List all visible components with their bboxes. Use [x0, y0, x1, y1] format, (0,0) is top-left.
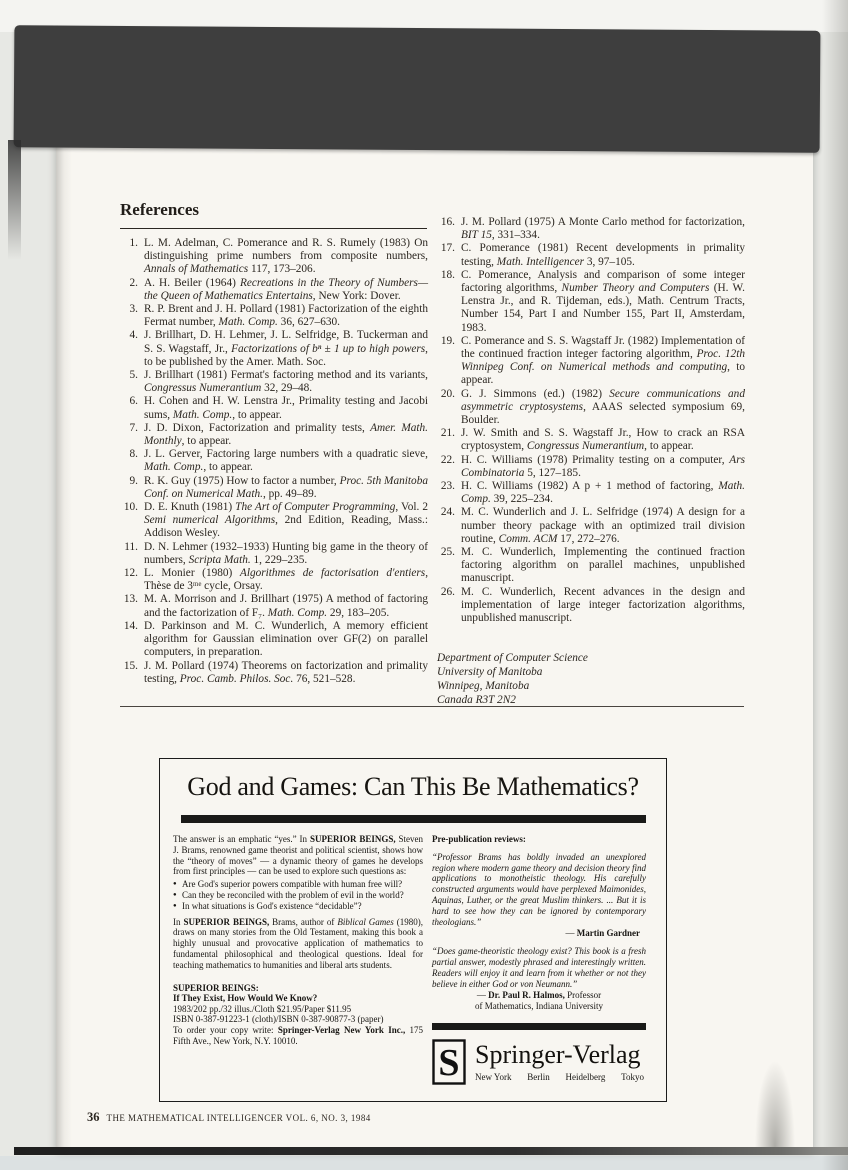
- reference-item: [120, 395, 428, 421]
- ad-order-info: To order your copy write: Springer-Verlag New York Inc., 175 Fifth Ave., New York, N.Y. 10010.: [173, 1024, 424, 1046]
- references-list-right: [437, 216, 745, 625]
- publisher-cities: [475, 1072, 644, 1083]
- ad-right-column: [432, 834, 646, 1085]
- references-column-right: [437, 216, 745, 707]
- reference-item: [437, 480, 745, 506]
- reference-number: 6.: [129, 395, 138, 408]
- section-divider-rule: [120, 706, 744, 707]
- reference-number: 18.: [440, 268, 455, 281]
- reference-text: R. K. Guy (1975) How to factor a number, Proc. 5th Manitoba Conf. on Numerical Math., pp. 49–89.: [144, 474, 428, 500]
- reference-text: M. C. Wunderlich and J. L. Selfridge (1974) A design for a number theory package with an optimized trail division routine, Comm. ACM 17, 272–276.: [461, 506, 745, 545]
- references-rule: [120, 228, 427, 229]
- address-line: Winnipeg, Manitoba: [437, 679, 530, 692]
- ad-intro-paragraph: The answer is an emphatic “yes.” In SUPERIOR BEINGS, Steven J. Brams, renowned game theorist and political scientist, shows how the “theory of moves” — a dynamic theory of games he develops from first principles — can be used to explore such questions as:: [173, 834, 423, 877]
- reference-number: 16.: [440, 216, 455, 228]
- reference-number: 8.: [129, 448, 138, 461]
- reference-text: C. Pomerance, Analysis and comparison of some integer factoring algorithms, Number Theory and Computers (H. W. Lenstra Jr., and R. Tijdeman, eds.), Math. Centrum Tracts, Number 154, Part I and Number 155, Part II, Amsterdam, 1983.: [461, 268, 745, 334]
- book-info-line1: 1983/202 pp./32 illus./Cloth $21.95/Paper $11.95: [173, 1003, 352, 1014]
- journal-page: [56, 142, 813, 1152]
- reference-item: [437, 506, 745, 546]
- reference-item: [120, 567, 428, 593]
- ad-second-paragraph: In SUPERIOR BEINGS, Brams, author of Biblical Games (1980), draws on many stories from the Old Testament, making this book a highly unusual and provocative application of mathematics to fundamental philosophical and theological questions. Ideal for teaching mathematics to humanities and liberal arts students.: [173, 916, 424, 970]
- reference-number: 20.: [440, 387, 455, 400]
- references-column-left: [120, 237, 428, 686]
- review-attribution-1: — Martin Gardner: [565, 928, 640, 939]
- ad-question-item: ● In what situations is God's existence “decidable”?: [173, 901, 423, 912]
- ad-columns: [160, 823, 666, 1085]
- publisher-city: Heidelberg: [565, 1072, 606, 1083]
- book-subtitle: If They Exist, How Would We Know?: [173, 993, 318, 1004]
- references-list-left: [120, 237, 428, 686]
- reference-number: 17.: [440, 242, 455, 255]
- reference-item: [120, 620, 428, 660]
- ad-book-details: [173, 983, 423, 1025]
- reference-number: 1.: [129, 237, 138, 249]
- review-quote-1: “Professor Brams has boldly invaded an unexplored region where modern game theory and decision theory find applications to monotheistic theology. His carefully constructed arguments would have perplexed Maimonides, Aquinas, Luther, or the great Muslim thinkers. ... But it is hard to see how they can be ignored by contemporary theologians.”: [432, 851, 646, 927]
- reference-text: J. Brillhart, D. H. Lehmer, J. L. Selfridge, B. Tuckerman and S. S. Wagstaff, Jr., Factorizations of bⁿ ± 1 up to high powers, to be published by the Amer. Math. Soc.: [144, 329, 428, 368]
- page-number: 36: [87, 1110, 100, 1124]
- publisher-name-block: [475, 1039, 644, 1083]
- ad-top-bar: [181, 815, 646, 823]
- review-attribution-2: — Dr. Paul R. Halmos, Professor of Mathematics, Indiana University: [475, 990, 603, 1012]
- reference-text: M. C. Wunderlich, Implementing the continued fraction factoring algorithm on parallel machines, unpublished manuscript.: [461, 546, 745, 585]
- book-info-line2: ISBN 0-387-91223-1 (cloth)/ISBN 0-387-90877-3 (paper): [173, 1014, 384, 1025]
- reference-item: [120, 369, 428, 395]
- reference-text: C. Pomerance (1981) Recent developments in primality testing, Math. Intelligencer 3, 97–105.: [461, 242, 745, 268]
- reference-number: 14.: [123, 619, 138, 632]
- reference-text: L. M. Adelman, C. Pomerance and R. S. Rumely (1983) On distinguishing prime numbers from composite numbers, Annals of Mathematics 117, 173–206.: [144, 237, 428, 276]
- address-line: Department of Computer Science: [437, 652, 588, 665]
- reference-item: [120, 237, 428, 277]
- page-footer: [87, 1108, 371, 1126]
- reference-text: J. M. Pollard (1975) A Monte Carlo method for factorization, BIT 15, 331–334.: [461, 216, 745, 242]
- references-heading: References: [120, 200, 199, 219]
- reviews-heading: Pre-publication reviews:: [432, 834, 526, 844]
- reference-text: L. Monier (1980) Algorithmes de factorisation d'entiers, Thèse de 3ᵐᵉ cycle, Orsay.: [144, 567, 429, 593]
- reference-text: D. Parkinson and M. C. Wunderlich, A memory efficient algorithm for Gaussian elimination over GF(2) on parallel computers, in preparation.: [144, 619, 428, 659]
- ad-publisher-bar: [432, 1023, 646, 1030]
- reference-number: 11.: [124, 540, 138, 553]
- reference-text: M. A. Morrison and J. Brillhart (1975) A method of factoring and the factorization of F₇. Math. Comp. 29, 183–205.: [144, 593, 428, 619]
- reference-number: 19.: [440, 334, 455, 347]
- reference-number: 3.: [129, 303, 138, 316]
- reference-number: 15.: [123, 659, 138, 672]
- ad-title: God and Games: Can This Be Mathematics?: [187, 772, 639, 801]
- reference-item: [437, 427, 745, 453]
- review-quote-2: “Does game-theoristic theology exist? This book is a fresh partial answer, modestly phrased and interestingly written. Readers will enjoy it and learn from it whether or not they believe in either God or von Neumann.”: [432, 946, 646, 989]
- reference-number: 25.: [440, 546, 455, 559]
- scanner-shadow-left-edge: [8, 140, 21, 260]
- reference-text: J. D. Dixon, Factorization and primality tests, Amer. Math. Monthly, to appear.: [144, 421, 428, 448]
- reference-item: [120, 660, 428, 686]
- springer-logo-icon: [432, 1039, 466, 1085]
- reference-item: [120, 475, 428, 501]
- reference-text: A. H. Beiler (1964) Recreations in the Theory of Numbers—the Queen of Mathematics Entertains, New York: Dover.: [144, 276, 428, 302]
- publisher-city: Berlin: [527, 1072, 550, 1083]
- reference-item: [120, 501, 428, 541]
- reference-number: 4.: [129, 329, 138, 342]
- reference-item: [437, 216, 745, 242]
- reference-number: 7.: [129, 421, 138, 434]
- reference-item: [437, 454, 745, 480]
- reference-number: 26.: [440, 585, 455, 598]
- journal-volume-line: THE MATHEMATICAL INTELLIGENCER VOL. 6, NO. 3, 1984: [106, 1113, 371, 1123]
- ad-question-item: ● Are God's superior powers compatible with human free will?: [173, 879, 423, 890]
- book-title: SUPERIOR BEINGS:: [173, 982, 259, 993]
- scan-background-right: [822, 0, 848, 1170]
- reference-text: D. N. Lehmer (1932–1933) Hunting big game in the theory of numbers, Scripta Math. 1, 229–235.: [144, 540, 428, 566]
- reference-text: J. Brillhart (1981) Fermat's factoring method and its variants, Congressus Numerantium 32, 29–48.: [144, 369, 428, 395]
- reference-item: [120, 541, 428, 567]
- reference-item: [437, 335, 745, 388]
- address-line: University of Manitoba: [437, 666, 543, 679]
- reference-item: [120, 448, 428, 474]
- reference-number: 24.: [440, 506, 455, 519]
- reference-number: 12.: [123, 567, 138, 580]
- reference-number: 23.: [440, 480, 455, 493]
- reference-text: G. J. Simmons (ed.) (1982) Secure communications and asymmetric cryptosystems, AAAS selected symposium 69, Boulder.: [461, 387, 746, 427]
- advertisement-box: [159, 758, 667, 1102]
- svg-text:S: S: [438, 1042, 460, 1085]
- reference-item: [437, 586, 745, 626]
- publisher-city: Tokyo: [621, 1072, 644, 1083]
- reference-item: [120, 277, 428, 303]
- scan-smudge: [749, 992, 801, 1154]
- publisher-city: New York: [475, 1072, 512, 1083]
- reference-text: H. C. Williams (1978) Primality testing on a computer, Ars Combinatoria 5, 127–185.: [461, 453, 745, 479]
- reference-text: C. Pomerance and S. S. Wagstaff Jr. (1982) Implementation of the continued fraction integer factoring algorithm, Proc. 12th Winnipeg Conf. on Numerical methods and computing, to appear.: [461, 334, 746, 387]
- reference-item: [120, 593, 428, 619]
- reference-item: [437, 388, 745, 428]
- scan-bottom-edge-line: [14, 1147, 848, 1155]
- reference-item: [120, 303, 428, 329]
- author-address: [437, 652, 745, 707]
- reference-number: 22.: [440, 453, 455, 466]
- reference-text: H. C. Williams (1982) A p + 1 method of factoring, Math. Comp. 39, 225–234.: [461, 480, 745, 506]
- reference-number: 5.: [129, 369, 138, 382]
- ad-left-column: [173, 834, 423, 1085]
- reference-item: [437, 269, 745, 335]
- scanner-shadow-band: [14, 25, 821, 153]
- reference-text: M. C. Wunderlich, Recent advances in the design and implementation of large integer factorization algorithms, unpublished manuscript.: [461, 585, 745, 625]
- ad-question-item: ● Can they be reconciled with the problem of evil in the world?: [173, 890, 423, 901]
- scan-background-bottom: [0, 1156, 848, 1170]
- publisher-name: Springer-Verlag: [475, 1040, 641, 1070]
- reference-item: [437, 242, 745, 268]
- reference-text: D. E. Knuth (1981) The Art of Computer Programming, Vol. 2 Semi numerical Algorithms, 2nd Edition, Reading, Mass.: Addison Wesley.: [144, 501, 428, 540]
- reference-item: [120, 422, 428, 448]
- reference-number: 2.: [129, 276, 138, 289]
- ad-question-list: [173, 879, 423, 911]
- reference-number: 21.: [440, 427, 455, 440]
- reference-text: J. W. Smith and S. S. Wagstaff Jr., How to crack an RSA cryptosystem, Congressus Numerantium, to appear.: [461, 427, 745, 453]
- reference-text: R. P. Brent and J. H. Pollard (1981) Factorization of the eighth Fermat number, Math. Comp. 36, 627–630.: [144, 303, 428, 329]
- reference-text: J. M. Pollard (1974) Theorems on factorization and primality testing, Proc. Camb. Philos. Soc. 76, 521–528.: [144, 659, 428, 685]
- reference-number: 9.: [129, 474, 138, 487]
- reference-number: 10.: [123, 501, 138, 514]
- reference-item: [120, 329, 428, 369]
- reference-item: [437, 546, 745, 586]
- publisher-block: [432, 1039, 646, 1085]
- address-line: Canada R3T 2N2: [437, 693, 516, 706]
- reference-number: 13.: [123, 593, 138, 606]
- reference-text: J. L. Gerver, Factoring large numbers with a quadratic sieve, Math. Comp., to appear.: [144, 448, 428, 474]
- reference-text: H. Cohen and H. W. Lenstra Jr., Primality testing and Jacobi sums, Math. Comp., to appear.: [144, 395, 428, 421]
